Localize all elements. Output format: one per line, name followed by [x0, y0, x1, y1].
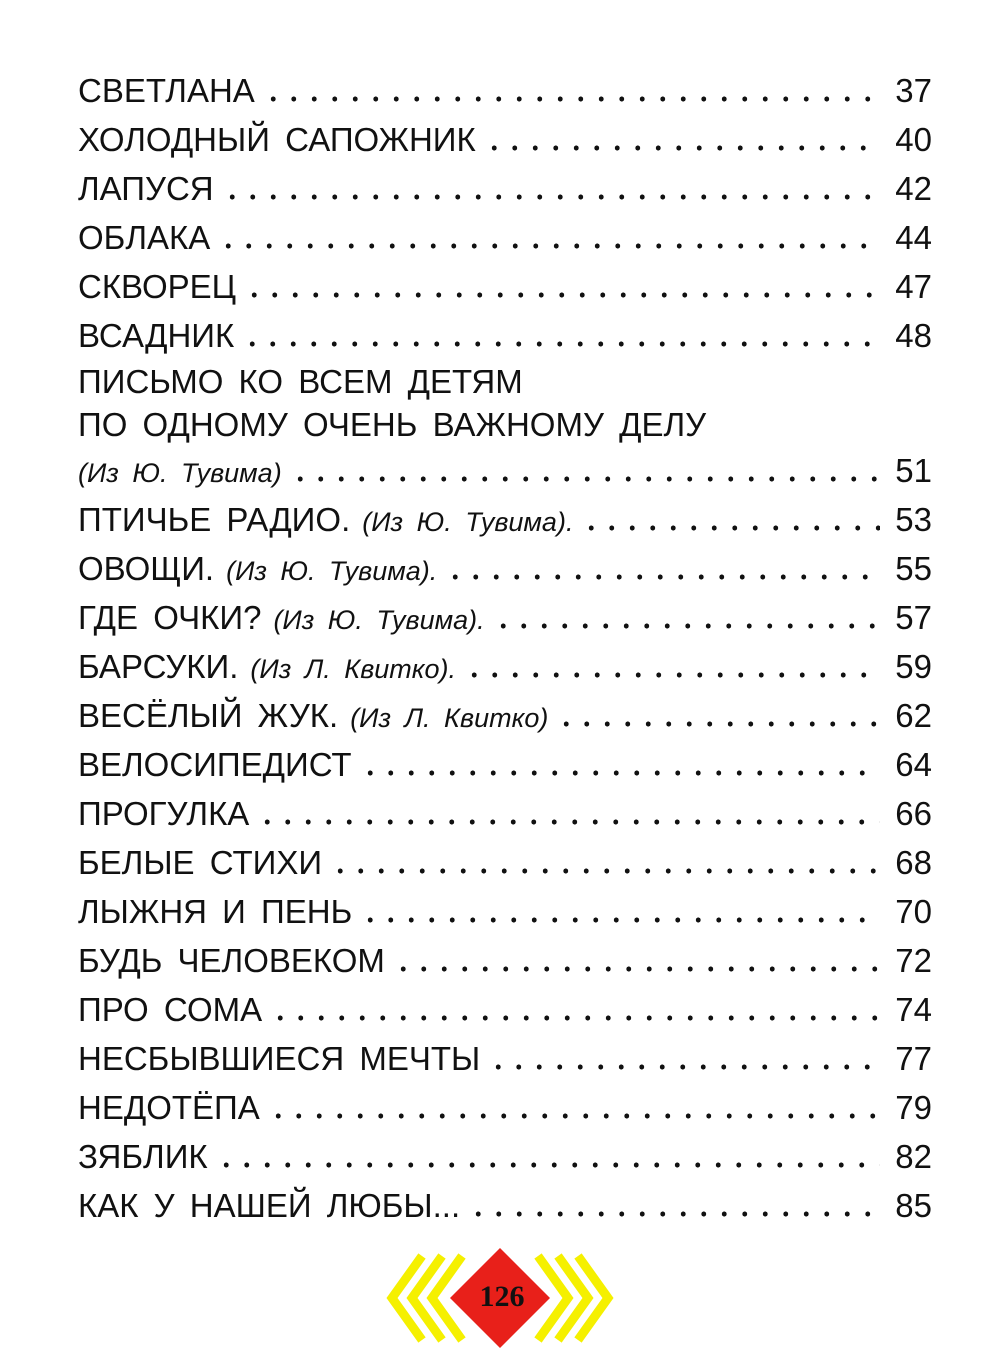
toc-page: 53 — [895, 501, 932, 538]
toc-entry[interactable] — [78, 495, 932, 544]
dot-leader — [242, 341, 880, 347]
toc-title: ЛАПУСЯ — [78, 170, 214, 207]
dot-leader — [244, 292, 880, 298]
dot-leader — [222, 194, 880, 200]
dot-leader — [360, 917, 880, 923]
toc-entry[interactable] — [78, 1132, 932, 1181]
toc-page: 77 — [895, 1040, 932, 1077]
toc-entry[interactable] — [78, 593, 932, 642]
toc-entry[interactable] — [78, 164, 932, 213]
toc-title: ГДЕ ОЧКИ? — [78, 599, 262, 636]
toc-entry[interactable] — [78, 115, 932, 164]
toc-title: ПРО СОМА — [78, 991, 263, 1028]
toc-entry[interactable] — [78, 262, 932, 311]
toc-entry[interactable] — [78, 1181, 932, 1230]
toc-entry[interactable] — [78, 740, 932, 789]
toc-title: ПРОГУЛКА — [78, 795, 250, 832]
toc-title: ВЕЛОСИПЕДИСТ — [78, 746, 352, 783]
toc-page: 37 — [895, 72, 932, 109]
toc-author-note: (Из Ю. Тувима). — [273, 605, 485, 635]
toc-page: 74 — [895, 991, 932, 1028]
dot-leader — [270, 1015, 880, 1021]
toc-author-note: (Из Л. Квитко). — [250, 654, 457, 684]
toc-entry[interactable] — [78, 1034, 932, 1083]
toc-entry[interactable] — [78, 838, 932, 887]
page-footer — [0, 1244, 1000, 1354]
dot-leader — [360, 770, 880, 776]
toc-page: 85 — [895, 1187, 932, 1224]
toc-entry[interactable] — [78, 311, 932, 360]
toc-title: ЛЫЖНЯ И ПЕНЬ — [78, 893, 353, 930]
toc-page: 64 — [895, 746, 932, 783]
toc-title: ОБЛАКА — [78, 219, 211, 256]
toc-author-note: (Из Л. Квитко) — [350, 703, 549, 733]
toc-page: 42 — [895, 170, 932, 207]
toc-page: 57 — [895, 599, 932, 636]
toc-title: ПТИЧЬЕ РАДИО. — [78, 501, 351, 538]
toc-title: БУДЬ ЧЕЛОВЕКОМ — [78, 942, 385, 979]
toc-entry[interactable] — [78, 213, 932, 262]
toc-page: 59 — [895, 648, 932, 685]
toc-title: НЕДОТЁПА — [78, 1089, 260, 1126]
toc-entry[interactable] — [78, 691, 932, 740]
toc-title: ВСАДНИК — [78, 317, 235, 354]
toc-entry[interactable] — [78, 544, 932, 593]
toc-page: 62 — [895, 697, 932, 734]
toc-title: СВЕТЛАНА — [78, 72, 255, 109]
dot-leader — [218, 243, 880, 249]
toc-page: 40 — [895, 121, 932, 158]
toc-title: ХОЛОДНЫЙ САПОЖНИК — [78, 121, 476, 158]
toc-entry[interactable] — [78, 936, 932, 985]
dot-leader — [556, 721, 880, 727]
toc-title: ВЕСЁЛЫЙ ЖУК. — [78, 697, 339, 734]
toc-entry[interactable] — [78, 887, 932, 936]
toc-entry[interactable] — [78, 360, 932, 495]
toc-page: 68 — [895, 844, 932, 881]
toc-author-note: (Из Ю. Тувима). — [362, 507, 574, 537]
toc-entry[interactable] — [78, 789, 932, 838]
dot-leader — [330, 868, 880, 874]
dot-leader — [393, 966, 880, 972]
dot-leader — [464, 672, 880, 678]
dot-leader — [290, 476, 880, 482]
dot-leader — [216, 1162, 880, 1168]
toc-page: 44 — [895, 219, 932, 256]
page-number: 126 — [479, 1280, 525, 1313]
dot-leader — [257, 819, 880, 825]
toc-page: 79 — [895, 1089, 932, 1126]
toc-page: 72 — [895, 942, 932, 979]
toc-entry[interactable] — [78, 66, 932, 115]
toc-title: КАК У НАШЕЙ ЛЮБЫ... — [78, 1187, 461, 1224]
dot-leader — [581, 525, 880, 531]
toc-page: 47 — [895, 268, 932, 305]
dot-leader — [445, 574, 880, 580]
dot-leader — [493, 623, 880, 629]
toc-title: СКВОРЕЦ — [78, 268, 237, 305]
toc-author-note: (Из Ю. Тувима). — [226, 556, 438, 586]
dot-leader — [263, 96, 880, 102]
dot-leader — [488, 1064, 880, 1070]
toc-entry[interactable] — [78, 1083, 932, 1132]
toc-page: 66 — [895, 795, 932, 832]
toc-title: НЕСБЫВШИЕСЯ МЕЧТЫ — [78, 1040, 481, 1077]
toc-page: 82 — [895, 1138, 932, 1175]
dot-leader — [484, 145, 880, 151]
toc-entry[interactable] — [78, 985, 932, 1034]
dot-leader — [468, 1211, 880, 1217]
toc-title: ЗЯБЛИК — [78, 1138, 208, 1175]
toc-page: 48 — [895, 317, 932, 354]
toc-page: 70 — [895, 893, 932, 930]
toc-entry[interactable] — [78, 642, 932, 691]
toc-title: ОВОЩИ. — [78, 550, 215, 587]
dot-leader — [268, 1113, 880, 1119]
toc-page: 51 — [895, 452, 932, 489]
toc-title-line: ПО ОДНОМУ ОЧЕНЬ ВАЖНОМУ ДЕЛУ — [78, 406, 707, 443]
toc-title: БАРСУКИ. — [78, 648, 239, 685]
toc-page: 55 — [895, 550, 932, 587]
toc-title: БЕЛЫЕ СТИХИ — [78, 844, 323, 881]
table-of-contents — [78, 66, 932, 1230]
toc-title-line: ПИСЬМО КО ВСЕМ ДЕТЯМ — [78, 363, 523, 400]
toc-author-note: (Из Ю. Тувима) — [78, 458, 282, 488]
